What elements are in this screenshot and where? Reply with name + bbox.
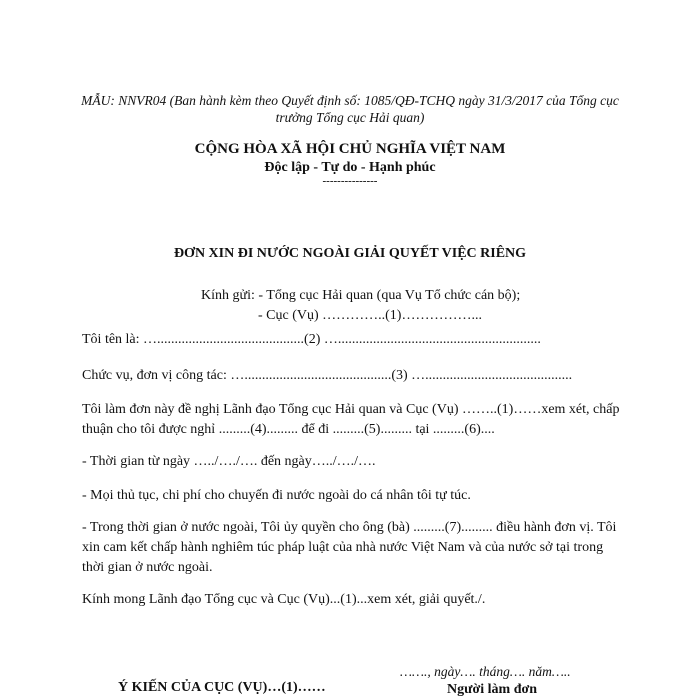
position-line: Chức vụ, đơn vị công tác: …..........................................(3) ….......................................... bbox=[82, 368, 573, 383]
applicant-name-line: Tôi tên là: …..........................................(2) ….......................................................... bbox=[82, 332, 541, 347]
recipient-line-2: - Cục (Vụ) …………..(1)……………... bbox=[258, 308, 482, 323]
national-motto: Độc lập - Tự do - Hạnh phúc bbox=[264, 160, 436, 175]
recipient-line-1: Kính gửi: - Tổng cục Hải quan (qua Vụ Tổ chức cán bộ); bbox=[201, 288, 521, 303]
request-paragraph: Tôi làm đơn này đề nghị Lãnh đạo Tổng cục Hải quan và Cục (Vụ) ……..(1)……xem xét, chấp thuận cho tôi được nghỉ .........(4)......... để đi .........(5)......... tại .........(6).... bbox=[82, 402, 620, 437]
date-line: ……., ngày…. tháng…. năm….. bbox=[400, 664, 571, 679]
procedure-line: - Mọi thủ tục, chi phí cho chuyến đi nước ngoài do cá nhân tôi tự túc. bbox=[82, 488, 471, 503]
header-divider: --------------- bbox=[322, 175, 378, 187]
applicant-signature-heading: Người làm đơn bbox=[447, 682, 538, 697]
national-title: CỘNG HÒA XÃ HỘI CHỦ NGHĨA VIỆT NAM bbox=[194, 141, 506, 157]
authority-paragraph: - Trong thời gian ở nước ngoài, Tôi ủy quyền cho ông (bà) .........(7)......... điều hành đơn vị. Tôi xin cam kết chấp hành nghiêm túc pháp luật của nhà nước Việt Nam và của nước sở tại trong thời gian ở nước ngoài. bbox=[82, 520, 617, 575]
time-period-line: - Thời gian từ ngày …../…./…. đến ngày…../…./…. bbox=[82, 454, 376, 469]
closing-line: Kính mong Lãnh đạo Tổng cục và Cục (Vụ)...(1)...xem xét, giải quyết./. bbox=[82, 592, 486, 607]
department-opinion-heading: Ý KIẾN CỦA CỤC (VỤ)…(1)…… bbox=[118, 680, 326, 695]
document-title: ĐƠN XIN ĐI NƯỚC NGOÀI GIẢI QUYẾT VIỆC RIÊNG bbox=[173, 246, 527, 261]
form-code-note: MẪU: NNVR04 (Ban hành kèm theo Quyết định số: 1085/QĐ-TCHQ ngày 31/3/2017 của Tổng cục trưởng Tổng cục Hải quan) bbox=[81, 93, 619, 125]
